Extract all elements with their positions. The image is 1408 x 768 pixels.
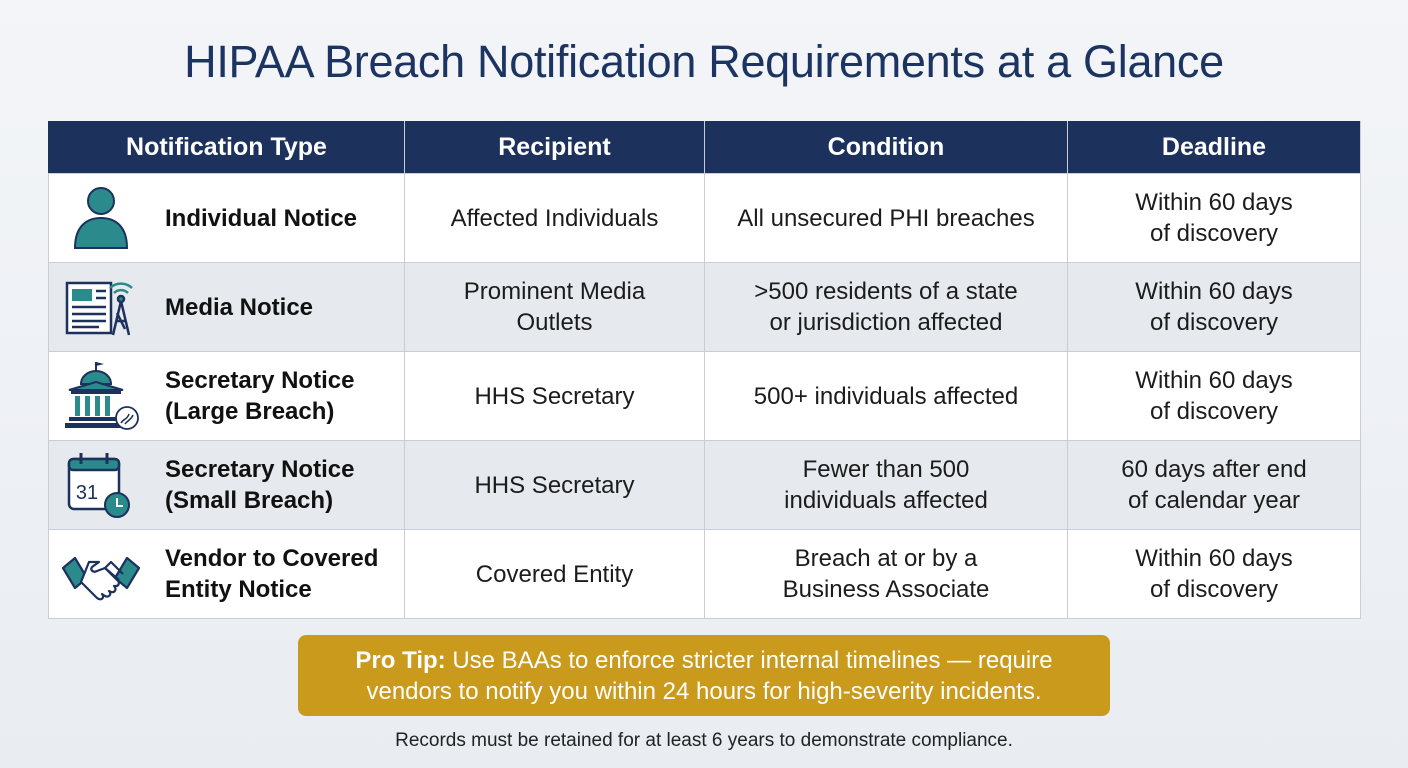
pro-tip-text: Use BAAs to enforce stricter internal timelines — require vendors to notify you within 24 hours for high-severity incidents. <box>366 647 1053 705</box>
recipient-cell <box>405 263 705 352</box>
header-condition: Condition <box>705 121 1068 174</box>
type-label-line-2: Entity Notice <box>165 576 312 603</box>
condition-text: 500+ individuals affected <box>753 382 1019 410</box>
type-cell <box>49 352 405 441</box>
requirements-table <box>48 121 1361 619</box>
type-cell <box>49 174 405 263</box>
type-label-line-1: Secretary Notice <box>165 456 355 483</box>
recipient-line-2: Outlets <box>516 309 593 336</box>
recipient-cell <box>405 530 705 619</box>
type-label-line-1: Secretary Notice <box>165 367 355 394</box>
table-row <box>49 174 1361 263</box>
table-header-row <box>49 121 1361 174</box>
table-row <box>49 352 1361 441</box>
deadline-cell <box>1068 174 1361 263</box>
deadline-line-1: Within 60 days <box>1135 278 1293 305</box>
condition-cell <box>705 263 1068 352</box>
type-label-line-2: (Large Breach) <box>165 398 335 425</box>
recipient-text: Affected Individuals <box>450 204 659 232</box>
type-label: Media Notice <box>165 293 314 321</box>
person-icon <box>49 182 153 254</box>
footer-note: Records must be retained for at least 6 years to demonstrate compliance. <box>395 730 1013 751</box>
deadline-line-1: Within 60 days <box>1135 189 1293 216</box>
condition-cell <box>705 530 1068 619</box>
deadline-line-1: 60 days after end <box>1121 456 1307 483</box>
deadline-line-1: Within 60 days <box>1135 545 1293 572</box>
type-cell <box>49 530 405 619</box>
table-row <box>49 441 1361 530</box>
type-cell <box>49 441 405 530</box>
header-deadline: Deadline <box>1068 121 1361 174</box>
page-title: HIPAA Breach Notification Requirements at a Glance <box>184 36 1224 87</box>
type-label-line-1: Vendor to Covered <box>165 545 379 572</box>
type-label-line-2: (Small Breach) <box>165 487 334 514</box>
condition-line-1: Fewer than 500 <box>802 456 970 483</box>
recipient-line-1: Prominent Media <box>463 278 646 305</box>
deadline-cell <box>1068 530 1361 619</box>
recipient-text: HHS Secretary <box>474 471 635 499</box>
type-cell <box>49 263 405 352</box>
deadline-line-2: of discovery <box>1149 220 1279 247</box>
calendar-clock-icon <box>49 449 153 521</box>
condition-line-1: >500 residents of a state <box>754 278 1018 305</box>
condition-line-2: individuals affected <box>784 487 988 514</box>
deadline-line-2: of calendar year <box>1127 487 1301 514</box>
deadline-line-2: of discovery <box>1149 398 1279 425</box>
condition-line-2: or jurisdiction affected <box>769 309 1003 336</box>
deadline-cell <box>1068 263 1361 352</box>
condition-text: All unsecured PHI breaches <box>737 204 1035 232</box>
handshake-icon <box>49 538 153 610</box>
header-notification-type: Notification Type <box>49 121 405 174</box>
deadline-line-2: of discovery <box>1149 309 1279 336</box>
pro-tip-label: Pro Tip: <box>355 647 446 674</box>
header-recipient: Recipient <box>405 121 705 174</box>
recipient-cell <box>405 441 705 530</box>
table-row <box>49 530 1361 619</box>
recipient-text: HHS Secretary <box>474 382 635 410</box>
newspaper-broadcast-icon <box>49 271 153 343</box>
deadline-line-1: Within 60 days <box>1135 367 1293 394</box>
condition-line-2: Business Associate <box>782 576 990 603</box>
deadline-line-2: of discovery <box>1149 576 1279 603</box>
government-building-icon <box>49 360 153 432</box>
condition-line-1: Breach at or by a <box>794 545 978 572</box>
condition-cell <box>705 174 1068 263</box>
condition-cell <box>705 441 1068 530</box>
calendar-date: 31 <box>75 482 99 504</box>
recipient-cell <box>405 174 705 263</box>
table-row <box>49 263 1361 352</box>
recipient-cell <box>405 352 705 441</box>
condition-cell <box>705 352 1068 441</box>
deadline-cell <box>1068 352 1361 441</box>
pro-tip-banner <box>298 635 1110 716</box>
deadline-cell <box>1068 441 1361 530</box>
recipient-text: Covered Entity <box>475 560 634 588</box>
type-label: Individual Notice <box>165 204 358 232</box>
